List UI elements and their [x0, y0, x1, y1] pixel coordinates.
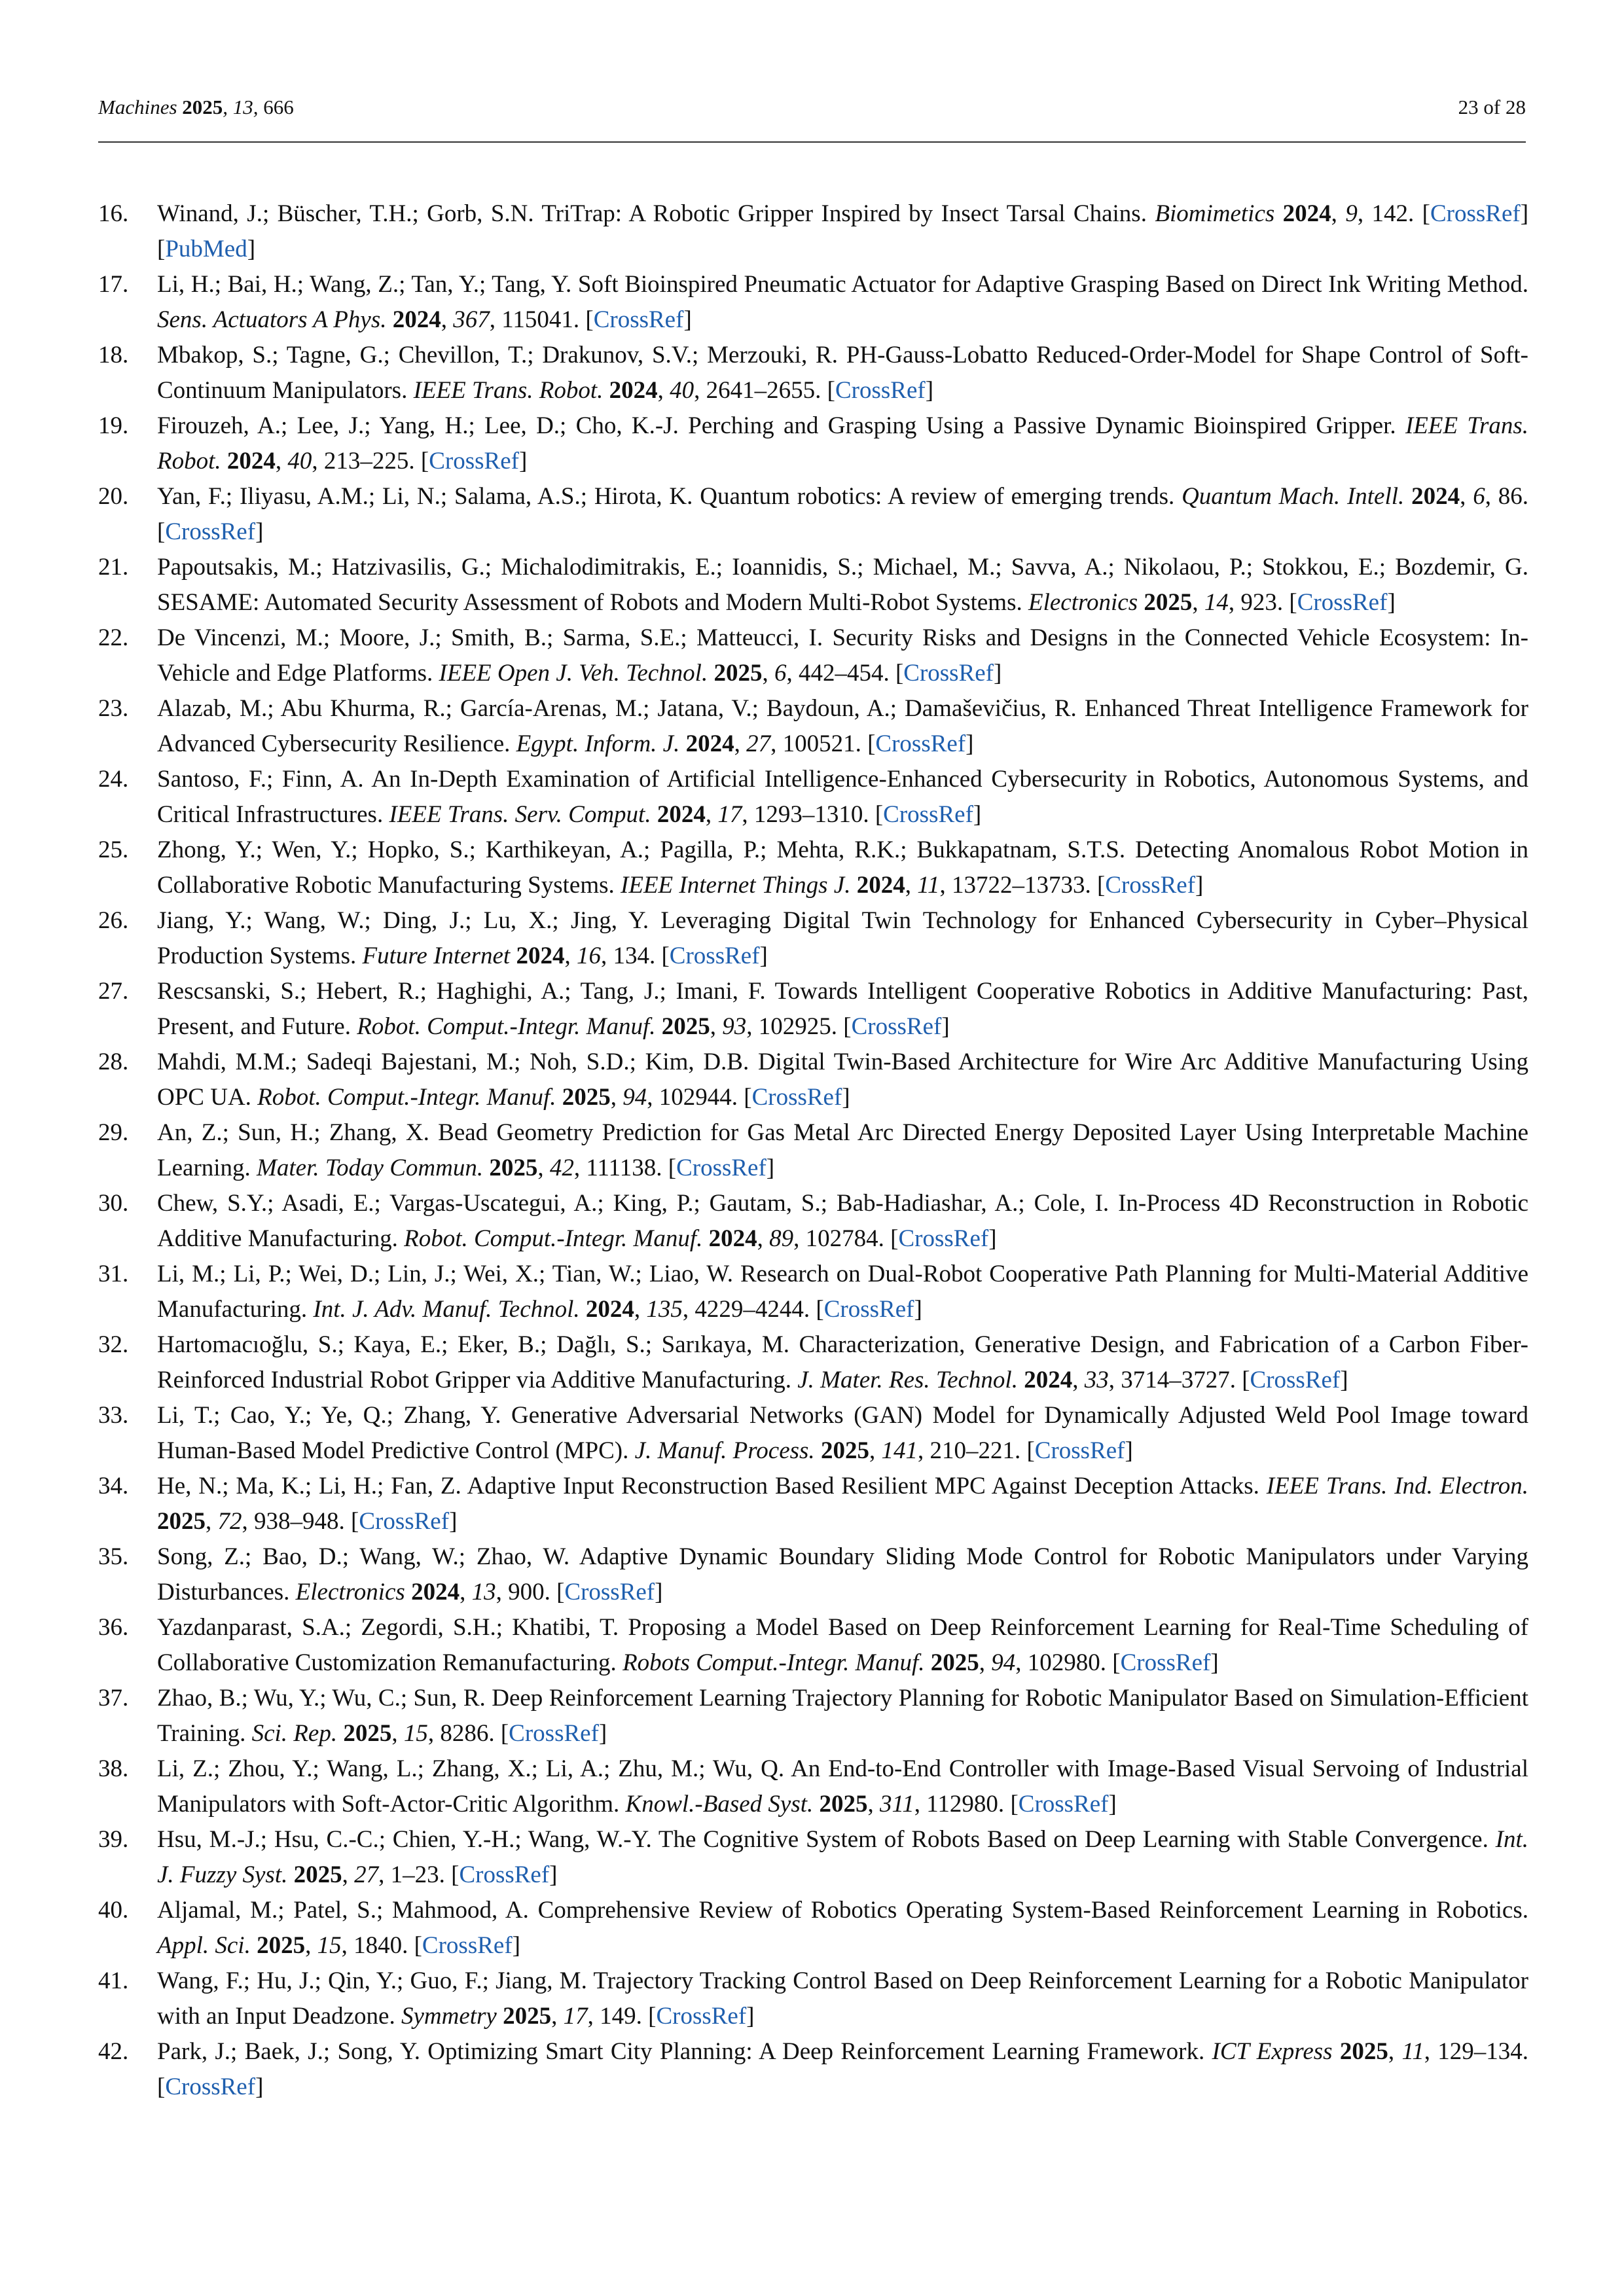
- reference-authors-title: Winand, J.; Büscher, T.H.; Gorb, S.N. TriTrap: A Robotic Gripper Inspired by Insect Tarsal Chains.: [157, 200, 1147, 227]
- journal-name: Machines: [98, 96, 177, 118]
- reference-year: 2025: [489, 1154, 538, 1181]
- reference-link-crossref[interactable]: CrossRef: [509, 1719, 599, 1747]
- reference-journal: IEEE Trans. Serv. Comput.: [389, 800, 651, 828]
- reference-number: 37.: [98, 1685, 129, 1712]
- reference-journal: Electronics: [295, 1578, 405, 1605]
- reference-journal: IEEE Open J. Veh. Technol.: [439, 659, 708, 687]
- reference-text: Papoutsakis, M.; Hatzivasilis, G.; Michalodimitrakis, E.; Ioannidis, S.; Michael, M.; Savva, A.; Nikolaou, P.; Stokkou, E.; Bozdemir, G. SESAME: Automated Security Assessment of Robots and Modern Multi-Robot Systems. Electronics 2025, 14, 923. [CrossRef]: [157, 554, 1528, 616]
- reference-year: 2025: [1339, 2038, 1388, 2065]
- reference-number: 18.: [98, 342, 129, 368]
- reference-text: Li, Z.; Zhou, Y.; Wang, L.; Zhang, X.; Li, A.; Zhu, M.; Wu, Q. An End-to-End Controller with Image-Based Visual Servoing of Industrial Manipulators with Soft-Actor-Critic Algorithm. Knowl.-Based Syst. 2025, 311, 112980. [CrossRef]: [157, 1755, 1528, 1818]
- reference-link-crossref[interactable]: CrossRef: [459, 1861, 550, 1888]
- reference-link-crossref[interactable]: CrossRef: [1430, 200, 1521, 227]
- reference-volume: 135: [646, 1295, 683, 1323]
- reference-year: 2025: [661, 1013, 710, 1040]
- reference-journal: ICT Express: [1212, 2038, 1333, 2065]
- reference-pages: 134.: [613, 942, 656, 969]
- reference-volume: 141: [881, 1437, 918, 1464]
- reference-number: 38.: [98, 1755, 129, 1782]
- reference-link-crossref[interactable]: CrossRef: [564, 1578, 655, 1605]
- reference-item: [98, 408, 1528, 478]
- reference-authors-title: Yan, F.; Iliyasu, A.M.; Li, N.; Salama, A.S.; Hirota, K. Quantum robotics: A review of emerging trends.: [157, 483, 1175, 510]
- reference-volume: 27: [746, 730, 771, 757]
- reference-text: Rescsanski, S.; Hebert, R.; Haghighi, A.; Tang, J.; Imani, F. Towards Intelligent Cooperative Robotics in Additive Manufacturing: Past, Present, and Future. Robot. Comput.-Integr. Manuf. 2025, 93, 102925. [CrossRef]: [157, 978, 1528, 1040]
- reference-volume: 33: [1084, 1366, 1109, 1393]
- reference-link-crossref[interactable]: CrossRef: [751, 1083, 842, 1111]
- reference-text: Hartomacıoğlu, S.; Kaya, E.; Eker, B.; Dağlı, S.; Sarıkaya, M. Characterization, Generative Design, and Fabrication of a Carbon Fiber-Reinforced Industrial Robot Gripper via Additive Manufacturing. J. Mater. Res. Technol. 2024, 33, 3714–3727. [CrossRef]: [157, 1331, 1528, 1393]
- reference-authors-title: De Vincenzi, M.; Moore, J.; Smith, B.; Sarma, S.E.; Matteucci, I. Security Risks and Designs in the Connected Vehicle Ecosystem: In-Vehicle and Edge Platforms.: [157, 624, 1528, 687]
- reference-journal: Mater. Today Commun.: [257, 1154, 484, 1181]
- reference-journal: Robot. Comput.-Integr. Manuf.: [357, 1013, 656, 1040]
- reference-volume: 94: [623, 1083, 647, 1111]
- reference-pages: 129–134.: [1437, 2038, 1529, 2065]
- reference-pages: 3714–3727.: [1121, 1366, 1236, 1393]
- reference-link-crossref[interactable]: CrossRef: [1105, 871, 1196, 899]
- reference-authors-title: Chew, S.Y.; Asadi, E.; Vargas-Uscategui, A.; King, P.; Gautam, S.; Bab-Hadiashar, A.; Cole, I. In-Process 4D Reconstruction in Robotic Additive Manufacturing.: [157, 1190, 1528, 1252]
- reference-journal: Electronics: [1028, 588, 1138, 616]
- reference-volume: 40: [287, 447, 312, 475]
- reference-item: [98, 1610, 1528, 1680]
- reference-year: 2024: [411, 1578, 460, 1605]
- reference-text: Santoso, F.; Finn, A. An In-Depth Examination of Artificial Intelligence-Enhanced Cybersecurity in Robotics, Autonomous Systems, and Critical Infrastructures. IEEE Trans. Serv. Comput. 2024, 17, 1293–1310. [CrossRef]: [157, 766, 1528, 828]
- reference-year: 2024: [685, 730, 734, 757]
- reference-item: [98, 691, 1528, 761]
- reference-pages: 210–221.: [929, 1437, 1021, 1464]
- reference-link-crossref[interactable]: CrossRef: [165, 2073, 256, 2100]
- reference-text: Alazab, M.; Abu Khurma, R.; García-Arenas, M.; Jatana, V.; Baydoun, A.; Damaševičius, R. Enhanced Threat Intelligence Framework for Advanced Cybersecurity Resilience. Egypt. Inform. J. 2024, 27, 100521. [CrossRef]: [157, 695, 1528, 757]
- reference-number: 17.: [98, 271, 129, 298]
- reference-pages: 102944.: [659, 1083, 738, 1111]
- reference-year: 2025: [293, 1861, 342, 1888]
- reference-volume: 27: [354, 1861, 379, 1888]
- reference-year: 2024: [516, 942, 565, 969]
- reference-journal: IEEE Trans. Robot.: [157, 412, 1528, 475]
- running-header: [98, 96, 1526, 143]
- reference-pages: 102980.: [1027, 1649, 1107, 1676]
- reference-year: 2024: [226, 447, 276, 475]
- reference-year: 2024: [856, 871, 905, 899]
- reference-number: 29.: [98, 1119, 129, 1146]
- reference-item: [98, 1327, 1528, 1397]
- article-number: 666: [263, 96, 294, 118]
- reference-volume: 17: [563, 2002, 588, 2030]
- reference-volume: 17: [717, 800, 742, 828]
- reference-journal: J. Mater. Res. Technol.: [797, 1366, 1018, 1393]
- reference-journal: J. Manuf. Process.: [634, 1437, 815, 1464]
- reference-number: 34.: [98, 1473, 129, 1499]
- reference-authors-title: Hsu, M.-J.; Hsu, C.-C.; Chien, Y.-H.; Wang, W.-Y. The Cognitive System of Robots Based on Deep Learning with Stable Convergence.: [157, 1826, 1489, 1853]
- reference-text: Zhong, Y.; Wen, Y.; Hopko, S.; Karthikeyan, A.; Pagilla, P.; Mehta, R.K.; Bukkapatnam, S.T.S. Detecting Anomalous Robot Motion in Collaborative Robotic Manufacturing Systems. IEEE Internet Things J. 2024, 11, 13722–13733. [CrossRef]: [157, 836, 1528, 899]
- reference-number: 33.: [98, 1402, 129, 1429]
- reference-text: Song, Z.; Bao, D.; Wang, W.; Zhao, W. Adaptive Dynamic Boundary Sliding Mode Control for Robotic Manipulators under Varying Disturbances. Electronics 2024, 13, 900. [CrossRef]: [157, 1543, 1528, 1605]
- reference-link-crossref[interactable]: CrossRef: [883, 800, 973, 828]
- reference-authors-title: Papoutsakis, M.; Hatzivasilis, G.; Michalodimitrakis, E.; Ioannidis, S.; Michael, M.; Savva, A.; Nikolaou, P.; Stokkou, E.; Bozdemir, G. SESAME: Automated Security Assessment of Robots and Modern Multi-Robot Systems.: [157, 554, 1528, 616]
- reference-pages: 1–23.: [390, 1861, 445, 1888]
- reference-year: 2025: [819, 1790, 868, 1818]
- reference-number: 31.: [98, 1261, 129, 1287]
- reference-authors-title: Jiang, Y.; Wang, W.; Ding, J.; Lu, X.; Jing, Y. Leveraging Digital Twin Technology for Enhanced Cybersecurity in Cyber–Physical Production Systems.: [157, 907, 1528, 969]
- reference-number: 26.: [98, 907, 129, 934]
- reference-volume: 11: [1401, 2038, 1424, 2065]
- reference-text: De Vincenzi, M.; Moore, J.; Smith, B.; Sarma, S.E.; Matteucci, I. Security Risks and Designs in the Connected Vehicle Ecosystem: In-Vehicle and Edge Platforms. IEEE Open J. Veh. Technol. 2025, 6, 442–454. [CrossRef]: [157, 624, 1528, 687]
- reference-link-crossref[interactable]: CrossRef: [1120, 1649, 1211, 1676]
- reference-link-crossref[interactable]: CrossRef: [165, 518, 256, 545]
- reference-pages: 4229–4244.: [695, 1295, 810, 1323]
- reference-journal: Sens. Actuators A Phys.: [157, 306, 387, 333]
- reference-link-crossref[interactable]: CrossRef: [593, 306, 684, 333]
- reference-volume: 89: [769, 1225, 794, 1252]
- reference-link-crossref[interactable]: CrossRef: [676, 1154, 767, 1181]
- reference-item: [98, 1822, 1528, 1892]
- reference-item: [98, 1257, 1528, 1327]
- reference-pages: 1293–1310.: [753, 800, 869, 828]
- reference-pages: 442–454.: [798, 659, 890, 687]
- reference-year: 2024: [1411, 483, 1460, 510]
- reference-number: 16.: [98, 200, 129, 227]
- reference-number: 23.: [98, 695, 129, 722]
- reference-authors-title: Rescsanski, S.; Hebert, R.; Haghighi, A.; Tang, J.; Imani, F. Towards Intelligent Cooperative Robotics in Additive Manufacturing: Past, Present, and Future.: [157, 978, 1528, 1040]
- journal-volume: 13: [232, 96, 253, 118]
- reference-item: [98, 762, 1528, 832]
- reference-number: 39.: [98, 1826, 129, 1853]
- reference-year: 2024: [657, 800, 706, 828]
- reference-pages: 938–948.: [254, 1507, 345, 1535]
- reference-item: [98, 2034, 1528, 2104]
- reference-pages: 112980.: [926, 1790, 1005, 1818]
- reference-year: 2025: [503, 2002, 552, 2030]
- reference-text: Mahdi, M.M.; Sadeqi Bajestani, M.; Noh, S.D.; Kim, D.B. Digital Twin-Based Architecture for Wire Arc Additive Manufacturing Using OPC UA. Robot. Comput.-Integr. Manuf. 2025, 94, 102944. [CrossRef]: [157, 1049, 1528, 1111]
- reference-year: 2025: [1144, 588, 1193, 616]
- reference-text: Firouzeh, A.; Lee, J.; Yang, H.; Lee, D.; Cho, K.-J. Perching and Grasping Using a Passive Dynamic Bioinspired Gripper. IEEE Trans. Robot. 2024, 40, 213–225. [CrossRef]: [157, 412, 1528, 475]
- reference-number: 22.: [98, 624, 129, 651]
- reference-pages: 213–225.: [323, 447, 415, 475]
- reference-year: 2024: [1024, 1366, 1073, 1393]
- reference-journal: Sci. Rep.: [251, 1719, 338, 1747]
- reference-year: 2025: [157, 1507, 206, 1535]
- reference-pages: 900.: [508, 1578, 550, 1605]
- journal-citation: Machines 2025, 13, 666: [98, 96, 294, 118]
- journal-year: 2025: [182, 96, 223, 118]
- reference-year: 2024: [392, 306, 441, 333]
- reference-volume: 11: [917, 871, 940, 899]
- reference-volume: 311: [880, 1790, 914, 1818]
- reference-item: [98, 338, 1528, 408]
- reference-authors-title: Li, Z.; Zhou, Y.; Wang, L.; Zhang, X.; Li, A.; Zhu, M.; Wu, Q. An End-to-End Controller with Image-Based Visual Servoing of Industrial Manipulators with Soft-Actor-Critic Algorithm.: [157, 1755, 1528, 1818]
- reference-pages: 111138.: [586, 1154, 662, 1181]
- reference-pages: 102784.: [805, 1225, 884, 1252]
- reference-text: Yazdanparast, S.A.; Zegordi, S.H.; Khatibi, T. Proposing a Model Based on Deep Reinforcement Learning for Real-Time Scheduling of Collaborative Customization Remanufacturing. Robots Comput.-Integr. Manuf. 2025, 94, 102980. [CrossRef]: [157, 1614, 1528, 1676]
- reference-link-crossref[interactable]: CrossRef: [669, 942, 760, 969]
- reference-authors-title: Zhong, Y.; Wen, Y.; Hopko, S.; Karthikeyan, A.; Pagilla, P.; Mehta, R.K.; Bukkapatnam, S.T.S. Detecting Anomalous Robot Motion in Collaborative Robotic Manufacturing Systems.: [157, 836, 1528, 899]
- reference-link-crossref[interactable]: CrossRef: [903, 659, 994, 687]
- reference-year: 2025: [820, 1437, 869, 1464]
- reference-link-crossref[interactable]: CrossRef: [823, 1295, 914, 1323]
- reference-pages: 923.: [1240, 588, 1284, 616]
- reference-journal: Appl. Sci.: [157, 1931, 251, 1959]
- reference-pages: 100521.: [782, 730, 861, 757]
- reference-item: [98, 620, 1528, 691]
- reference-authors-title: Yazdanparast, S.A.; Zegordi, S.H.; Khatibi, T. Proposing a Model Based on Deep Reinforcement Learning for Real-Time Scheduling of Collaborative Customization Remanufacturing.: [157, 1614, 1528, 1676]
- reference-item: [98, 903, 1528, 973]
- reference-authors-title: He, N.; Ma, K.; Li, H.; Fan, Z. Adaptive Input Reconstruction Based Resilient MPC Against Deception Attacks.: [157, 1473, 1259, 1499]
- reference-authors-title: Song, Z.; Bao, D.; Wang, W.; Zhao, W. Adaptive Dynamic Boundary Sliding Mode Control for Robotic Manipulators under Varying Disturbances.: [157, 1543, 1528, 1605]
- reference-journal: Robot. Comput.-Integr. Manuf.: [257, 1083, 556, 1111]
- reference-authors-title: Hartomacıoğlu, S.; Kaya, E.; Eker, B.; Dağlı, S.; Sarıkaya, M. Characterization, Generative Design, and Fabrication of a Carbon Fiber-Reinforced Industrial Robot Gripper via Additive Manufacturing.: [157, 1331, 1528, 1393]
- reference-number: 42.: [98, 2038, 129, 2065]
- reference-text: Wang, F.; Hu, J.; Qin, Y.; Guo, F.; Jiang, M. Trajectory Tracking Control Based on Deep Reinforcement Learning for a Robotic Manipulator with an Input Deadzone. Symmetry 2025, 17, 149. [CrossRef]: [157, 1967, 1528, 2030]
- reference-authors-title: Li, T.; Cao, Y.; Ye, Q.; Zhang, Y. Generative Adversarial Networks (GAN) Model for Dynamically Adjusted Weld Pool Image toward Human-Based Model Predictive Control (MPC).: [157, 1402, 1528, 1464]
- reference-journal: Robot. Comput.-Integr. Manuf.: [404, 1225, 703, 1252]
- reference-year: 2025: [930, 1649, 979, 1676]
- reference-link-pubmed[interactable]: PubMed: [165, 235, 247, 262]
- reference-volume: 15: [403, 1719, 428, 1747]
- reference-text: Jiang, Y.; Wang, W.; Ding, J.; Lu, X.; Jing, Y. Leveraging Digital Twin Technology for Enhanced Cybersecurity in Cyber–Physical Production Systems. Future Internet 2024, 16, 134. [CrossRef]: [157, 907, 1528, 969]
- reference-item: [98, 974, 1528, 1044]
- reference-link-crossref[interactable]: CrossRef: [1034, 1437, 1125, 1464]
- reference-text: Yan, F.; Iliyasu, A.M.; Li, N.; Salama, A.S.; Hirota, K. Quantum robotics: A review of emerging trends. Quantum Mach. Intell. 2024, 6, 86. [CrossRef]: [157, 483, 1529, 545]
- reference-authors-title: Li, H.; Bai, H.; Wang, Z.; Tan, Y.; Tang, Y. Soft Bioinspired Pneumatic Actuator for Adaptive Grasping Based on Direct Ink Writing Method.: [157, 271, 1528, 298]
- reference-text: Chew, S.Y.; Asadi, E.; Vargas-Uscategui, A.; King, P.; Gautam, S.; Bab-Hadiashar, A.; Cole, I. In-Process 4D Reconstruction in Robotic Additive Manufacturing. Robot. Comput.-Integr. Manuf. 2024, 89, 102784. [CrossRef]: [157, 1190, 1528, 1252]
- reference-number: 35.: [98, 1543, 129, 1570]
- reference-text: Hsu, M.-J.; Hsu, C.-C.; Chien, Y.-H.; Wang, W.-Y. The Cognitive System of Robots Based on Deep Learning with Stable Convergence. Int. J. Fuzzy Syst. 2025, 27, 1–23. [CrossRef]: [157, 1826, 1528, 1888]
- reference-item: [98, 833, 1528, 903]
- reference-text: An, Z.; Sun, H.; Zhang, X. Bead Geometry Prediction for Gas Metal Arc Directed Energy Deposited Layer Using Interpretable Machine Learning. Mater. Today Commun. 2025, 42, 111138. [CrossRef]: [157, 1119, 1528, 1181]
- reference-year: 2024: [609, 376, 658, 404]
- reference-journal: Int. J. Adv. Manuf. Technol.: [313, 1295, 580, 1323]
- reference-number: 41.: [98, 1967, 129, 1994]
- reference-pages: 13722–13733.: [951, 871, 1091, 899]
- reference-journal: Future Internet: [362, 942, 511, 969]
- reference-pages: 149.: [600, 2002, 642, 2030]
- reference-link-crossref[interactable]: CrossRef: [656, 2002, 747, 2030]
- reference-text: Zhao, B.; Wu, Y.; Wu, C.; Sun, R. Deep Reinforcement Learning Trajectory Planning for Robotic Manipulator Based on Simulation-Efficient Training. Sci. Rep. 2025, 15, 8286. [CrossRef]: [157, 1685, 1528, 1747]
- reference-number: 36.: [98, 1614, 129, 1641]
- reference-link-crossref[interactable]: CrossRef: [1018, 1790, 1109, 1818]
- reference-year: 2025: [562, 1083, 611, 1111]
- reference-year: 2025: [713, 659, 763, 687]
- reference-link-crossref[interactable]: CrossRef: [429, 447, 519, 475]
- reference-year: 2024: [708, 1225, 757, 1252]
- reference-item: [98, 550, 1528, 620]
- reference-journal: IEEE Trans. Robot.: [413, 376, 604, 404]
- reference-number: 24.: [98, 766, 129, 793]
- reference-link-crossref[interactable]: CrossRef: [359, 1507, 450, 1535]
- reference-text: Park, J.; Baek, J.; Song, Y. Optimizing Smart City Planning: A Deep Reinforcement Learning Framework. ICT Express 2025, 11, 129–134. [CrossRef]: [157, 2038, 1529, 2100]
- reference-pages: 142.: [1371, 200, 1415, 227]
- reference-journal: Robots Comput.-Integr. Manuf.: [623, 1649, 925, 1676]
- reference-number: 27.: [98, 978, 129, 1005]
- reference-authors-title: Firouzeh, A.; Lee, J.; Yang, H.; Lee, D.; Cho, K.-J. Perching and Grasping Using a Passive Dynamic Bioinspired Gripper.: [157, 412, 1396, 439]
- reference-text: Li, H.; Bai, H.; Wang, Z.; Tan, Y.; Tang, Y. Soft Bioinspired Pneumatic Actuator for Adaptive Grasping Based on Direct Ink Writing Method. Sens. Actuators A Phys. 2024, 367, 115041. [CrossRef]: [157, 271, 1528, 333]
- reference-text: Li, T.; Cao, Y.; Ye, Q.; Zhang, Y. Generative Adversarial Networks (GAN) Model for Dynamically Adjusted Weld Pool Image toward Human-Based Model Predictive Control (MPC). J. Manuf. Process. 2025, 141, 210–221. [CrossRef]: [157, 1402, 1528, 1464]
- reference-number: 19.: [98, 412, 129, 439]
- reference-item: [98, 1186, 1528, 1256]
- reference-text: He, N.; Ma, K.; Li, H.; Fan, Z. Adaptive Input Reconstruction Based Resilient MPC Against Deception Attacks. IEEE Trans. Ind. Electron. 2025, 72, 938–948. [CrossRef]: [157, 1473, 1529, 1535]
- page-number: 23 of 28: [1458, 96, 1526, 118]
- reference-text: Aljamal, M.; Patel, S.; Mahmood, A. Comprehensive Review of Robotics Operating System-Based Reinforcement Learning in Robotics. Appl. Sci. 2025, 15, 1840. [CrossRef]: [157, 1897, 1528, 1959]
- reference-pages: 115041.: [501, 306, 580, 333]
- reference-text: Mbakop, S.; Tagne, G.; Chevillon, T.; Drakunov, S.V.; Merzouki, R. PH-Gauss-Lobatto Reduced-Order-Model for Shape Control of Soft-Continuum Manipulators. IEEE Trans. Robot. 2024, 40, 2641–2655. [CrossRef]: [157, 342, 1528, 404]
- reference-year: 2024: [585, 1295, 634, 1323]
- reference-item: [98, 479, 1528, 549]
- reference-link-crossref[interactable]: CrossRef: [835, 376, 926, 404]
- reference-journal: Knowl.-Based Syst.: [625, 1790, 814, 1818]
- reference-authors-title: Zhao, B.; Wu, Y.; Wu, C.; Sun, R. Deep Reinforcement Learning Trajectory Planning for Robotic Manipulator Based on Simulation-Efficient Training.: [157, 1685, 1528, 1747]
- reference-authors-title: An, Z.; Sun, H.; Zhang, X. Bead Geometry Prediction for Gas Metal Arc Directed Energy Deposited Layer Using Interpretable Machine Learning.: [157, 1119, 1528, 1181]
- reference-item: [98, 1398, 1528, 1468]
- reference-year: 2025: [257, 1931, 306, 1959]
- reference-journal: Egypt. Inform. J.: [516, 730, 680, 757]
- reference-journal: Int. J. Fuzzy Syst.: [157, 1826, 1528, 1888]
- reference-number: 28.: [98, 1049, 129, 1075]
- reference-volume: 9: [1345, 200, 1358, 227]
- reference-item: [98, 196, 1528, 266]
- reference-authors-title: Santoso, F.; Finn, A. An In-Depth Examination of Artificial Intelligence-Enhanced Cybersecurity in Robotics, Autonomous Systems, and Critical Infrastructures.: [157, 766, 1528, 828]
- reference-number: 25.: [98, 836, 129, 863]
- reference-volume: 13: [471, 1578, 496, 1605]
- reference-number: 32.: [98, 1331, 129, 1358]
- reference-number: 20.: [98, 483, 129, 510]
- reference-link-crossref[interactable]: CrossRef: [422, 1931, 513, 1959]
- reference-link-crossref[interactable]: CrossRef: [1250, 1366, 1341, 1393]
- reference-link-crossref[interactable]: CrossRef: [1297, 588, 1388, 616]
- reference-volume: 40: [670, 376, 695, 404]
- reference-volume: 6: [774, 659, 787, 687]
- reference-item: [98, 1751, 1528, 1821]
- reference-authors-title: Aljamal, M.; Patel, S.; Mahmood, A. Comprehensive Review of Robotics Operating System-Based Reinforcement Learning in Robotics.: [157, 1897, 1528, 1924]
- reference-volume: 15: [317, 1931, 342, 1959]
- reference-journal: IEEE Trans. Ind. Electron.: [1266, 1473, 1529, 1499]
- reference-link-crossref[interactable]: CrossRef: [898, 1225, 989, 1252]
- reference-year: 2025: [343, 1719, 392, 1747]
- reference-link-crossref[interactable]: CrossRef: [851, 1013, 942, 1040]
- reference-volume: 16: [576, 942, 601, 969]
- reference-volume: 93: [722, 1013, 747, 1040]
- reference-item: [98, 1115, 1528, 1185]
- reference-journal: IEEE Internet Things J.: [621, 871, 851, 899]
- reference-journal: Quantum Mach. Intell.: [1182, 483, 1405, 510]
- reference-text: Li, M.; Li, P.; Wei, D.; Lin, J.; Wei, X.; Tian, W.; Liao, W. Research on Dual-Robot Cooperative Path Planning for Multi-Material Additive Manufacturing. Int. J. Adv. Manuf. Technol. 2024, 135, 4229–4244. [CrossRef]: [157, 1261, 1528, 1323]
- reference-item: [98, 1539, 1528, 1609]
- reference-journal: Symmetry: [401, 2002, 497, 2030]
- reference-volume: 14: [1204, 588, 1229, 616]
- reference-volume: 72: [217, 1507, 242, 1535]
- reference-authors-title: Park, J.; Baek, J.; Song, Y. Optimizing Smart City Planning: A Deep Reinforcement Learning Framework.: [157, 2038, 1205, 2065]
- reference-list: [98, 196, 1528, 2105]
- reference-item: [98, 1045, 1528, 1115]
- reference-pages: 86.: [1498, 483, 1529, 510]
- reference-item: [98, 1681, 1528, 1751]
- reference-authors-title: Wang, F.; Hu, J.; Qin, Y.; Guo, F.; Jiang, M. Trajectory Tracking Control Based on Deep Reinforcement Learning for a Robotic Manipulator with an Input Deadzone.: [157, 1967, 1528, 2030]
- reference-link-crossref[interactable]: CrossRef: [875, 730, 966, 757]
- reference-item: [98, 267, 1528, 337]
- reference-year: 2024: [1282, 200, 1331, 227]
- reference-volume: 367: [453, 306, 490, 333]
- reference-volume: 6: [1473, 483, 1485, 510]
- reference-pages: 8286.: [440, 1719, 495, 1747]
- reference-authors-title: Li, M.; Li, P.; Wei, D.; Lin, J.; Wei, X.; Tian, W.; Liao, W. Research on Dual-Robot Cooperative Path Planning for Multi-Material Additive Manufacturing.: [157, 1261, 1528, 1323]
- reference-pages: 2641–2655.: [706, 376, 821, 404]
- reference-pages: 1840.: [353, 1931, 408, 1959]
- reference-item: [98, 1893, 1528, 1963]
- reference-authors-title: Mbakop, S.; Tagne, G.; Chevillon, T.; Drakunov, S.V.; Merzouki, R. PH-Gauss-Lobatto Reduced-Order-Model for Shape Control of Soft-Continuum Manipulators.: [157, 342, 1528, 404]
- reference-pages: 102925.: [758, 1013, 838, 1040]
- reference-authors-title: Mahdi, M.M.; Sadeqi Bajestani, M.; Noh, S.D.; Kim, D.B. Digital Twin-Based Architecture for Wire Arc Additive Manufacturing Using OPC UA.: [157, 1049, 1528, 1111]
- reference-authors-title: Alazab, M.; Abu Khurma, R.; García-Arenas, M.; Jatana, V.; Baydoun, A.; Damaševičius, R. Enhanced Threat Intelligence Framework for Advanced Cybersecurity Resilience.: [157, 695, 1528, 757]
- reference-item: [98, 1469, 1528, 1539]
- reference-number: 40.: [98, 1897, 129, 1924]
- reference-volume: 94: [991, 1649, 1016, 1676]
- reference-journal: Biomimetics: [1155, 200, 1275, 227]
- reference-text: Winand, J.; Büscher, T.H.; Gorb, S.N. TriTrap: A Robotic Gripper Inspired by Insect Tarsal Chains. Biomimetics 2024, 9, 142. [CrossRef] [PubMed]: [157, 200, 1529, 262]
- reference-number: 21.: [98, 554, 129, 581]
- reference-item: [98, 1964, 1528, 2034]
- reference-volume: 42: [549, 1154, 574, 1181]
- reference-number: 30.: [98, 1190, 129, 1217]
